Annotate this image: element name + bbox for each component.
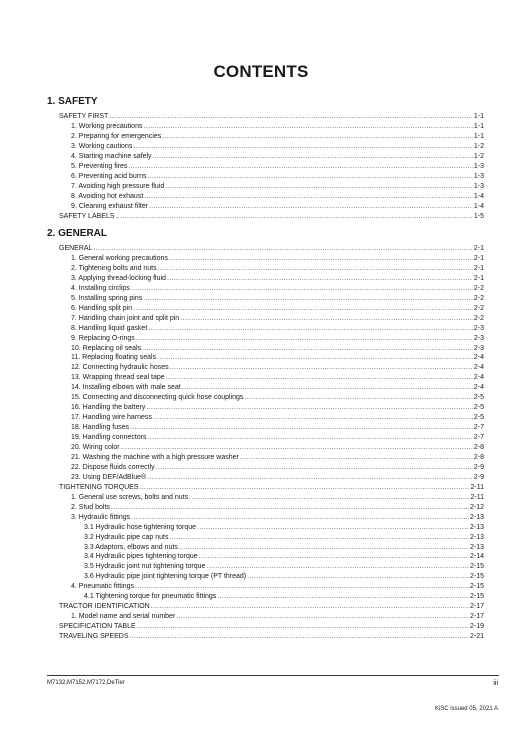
toc-entry[interactable] (71, 152, 484, 162)
toc-entry-page: 2-17 (469, 603, 484, 611)
toc-entry[interactable] (71, 202, 484, 212)
toc-entry[interactable] (71, 513, 484, 523)
toc-entry[interactable] (71, 403, 484, 413)
dot-leader (153, 152, 473, 162)
toc-entry[interactable] (71, 334, 484, 344)
toc-entry[interactable] (71, 344, 484, 354)
footer-model-list: M7132,M7152,M7172,DeTier (47, 680, 125, 686)
dot-leader (176, 612, 469, 622)
dot-leader (148, 324, 473, 334)
dot-leader (135, 582, 469, 592)
toc-entry[interactable] (71, 314, 484, 324)
dot-leader (143, 294, 473, 304)
dot-leader (128, 162, 472, 172)
toc-entry-page: 2-21 (469, 633, 484, 641)
toc-entry-label: 6. Preventing acid burns (71, 172, 147, 180)
toc-entry-label: 14. Installing elbows with male seat (71, 384, 181, 392)
toc-entry-label: GENERAL (59, 245, 93, 252)
toc-entry-page: 2-1 (473, 264, 484, 272)
dot-leader (182, 383, 473, 393)
toc-entry-label: 4. Starting machine safely (71, 152, 152, 160)
toc-entry-label: TRACTOR IDENTIFICATION (59, 603, 150, 611)
dot-leader (130, 423, 473, 433)
dot-leader (157, 353, 473, 363)
toc-entry-page: 2-7 (473, 434, 484, 442)
toc-entry-label: 5. Installing spring pins (71, 294, 143, 302)
dot-leader (189, 493, 469, 503)
toc-entry[interactable] (71, 264, 484, 274)
toc-entry-label: 2. Tightening bolts and nuts (71, 264, 157, 272)
toc-entry[interactable] (71, 493, 484, 503)
toc-entry[interactable] (59, 212, 484, 222)
toc-entry-label: 20. Wiring color (71, 444, 120, 451)
dot-leader (180, 314, 473, 324)
dot-leader (169, 533, 469, 543)
toc-entry-page: 2-3 (473, 324, 484, 332)
toc-entry[interactable] (71, 582, 484, 592)
toc-entry[interactable] (71, 254, 484, 264)
toc-entry[interactable] (84, 533, 484, 543)
dot-leader (167, 274, 473, 284)
toc-entry-page: 2-11 (470, 483, 484, 491)
toc-entry-label: 10. Replacing oil seals (71, 344, 142, 352)
toc-entry-label: 2. Preparing for emergencies (71, 132, 162, 140)
toc-entry[interactable] (71, 162, 484, 172)
toc-entry[interactable] (71, 182, 484, 192)
toc-entry-label: 3.5 Hydraulic joint nut tightening torque (84, 563, 206, 571)
dot-leader (137, 622, 469, 632)
toc-entry-page: 2-13 (469, 543, 484, 551)
toc-entry[interactable] (71, 463, 484, 473)
toc-entry-label: 1. Model name and serial number (71, 613, 176, 621)
dot-leader (121, 443, 473, 453)
toc-entry-page: 2-15 (469, 573, 484, 581)
dot-leader (158, 264, 473, 274)
toc-entry[interactable] (71, 473, 484, 483)
dot-leader (206, 562, 469, 572)
toc-entry-label: 8. Avoiding hot exhaust (71, 192, 144, 200)
toc-entry-label: SPECIFICATION TABLE (59, 623, 136, 631)
toc-entry-page: 1-1 (473, 122, 484, 130)
toc-entry-label: 23. Using DEF/AdBlue® (71, 473, 147, 481)
toc-entry-page: 2-2 (473, 304, 484, 312)
toc-entry-page: 2-2 (473, 294, 484, 302)
toc-entry-label: 1. General working precautions (71, 254, 168, 262)
toc-entry-page: 2-2 (473, 284, 484, 292)
dot-leader (151, 602, 469, 612)
dot-leader (142, 344, 473, 354)
toc-entry[interactable] (71, 274, 484, 284)
toc-entry[interactable] (59, 632, 484, 642)
toc-entry-label: 2. Stud bolts (71, 503, 110, 511)
toc-entry-page: 2-9 (473, 473, 484, 481)
dot-leader (147, 473, 473, 483)
toc-entry[interactable] (71, 612, 484, 622)
toc-entry[interactable] (59, 244, 484, 254)
toc-entry-label: 4.1 Tightening torque for pneumatic fittings (84, 593, 217, 601)
dot-leader (136, 334, 473, 344)
toc-entry-label: 3.1 Hydraulic hose tightening torque (84, 523, 197, 531)
toc-entry-label: 3. Hydraulic fittings (71, 513, 131, 521)
toc-entry-label: SAFETY LABELS (59, 212, 115, 220)
toc-entry-label: 21. Washing the machine with a high pressure washer (71, 453, 239, 461)
toc-entry[interactable] (71, 172, 484, 182)
dot-leader (197, 523, 469, 533)
toc-entry-label: 22. Dispose fluids correctly (71, 463, 155, 471)
dot-leader (166, 373, 473, 383)
toc-entry[interactable] (71, 413, 484, 423)
toc-entry[interactable] (71, 122, 484, 132)
toc-entry[interactable] (59, 602, 484, 612)
toc-entry-page: 1-2 (473, 142, 484, 150)
toc-entry-page: 1-4 (473, 202, 484, 210)
dot-leader (109, 112, 473, 122)
toc-entry[interactable] (71, 423, 484, 433)
toc-entry-label: 3. Working cautions (71, 142, 133, 150)
footer-divider (47, 675, 499, 676)
toc-entry-label: 19. Handling connectors (71, 434, 147, 442)
dot-leader (131, 513, 469, 523)
toc-entry-label: 18. Handling fuses (71, 424, 129, 432)
toc-entry-page: 2-15 (469, 583, 484, 591)
toc-entry-label: 11. Replacing floating seals (71, 354, 157, 362)
toc-entry-label: 13. Wrapping thread seal tape (71, 374, 165, 382)
toc-entry-page: 1-2 (473, 152, 484, 160)
dot-leader (116, 212, 473, 222)
toc-entry-page: 2-9 (473, 463, 484, 471)
dot-leader (179, 543, 469, 553)
dot-leader (143, 122, 472, 132)
toc-entry-page: 2-5 (473, 394, 484, 402)
toc-entry-page: 2-5 (473, 414, 484, 422)
toc-entry-page: 2-13 (469, 523, 484, 531)
issue-note: KiSC issued 05, 2021 A (434, 706, 498, 712)
toc-entry-label: 7. Handling chain joint and split pin (71, 314, 180, 322)
toc-entry-page: 1-4 (473, 192, 484, 200)
toc-entry-page: 2-11 (470, 493, 484, 501)
toc-entry-label: 3.4 Hydraulic pipes tightening torque (84, 553, 198, 561)
toc-entry-label: TIGHTENING TORQUES (59, 483, 139, 491)
dot-leader (146, 403, 473, 413)
toc-entry[interactable] (59, 483, 484, 493)
toc-entry-label: 9. Cleaning exhaust filter (71, 202, 149, 210)
toc-entry-page: 2-19 (469, 623, 484, 631)
toc-entry-page: 2-1 (473, 254, 484, 262)
toc-entry[interactable] (71, 142, 484, 152)
toc-entry[interactable] (84, 543, 484, 553)
toc-entry-page: 2-13 (469, 513, 484, 521)
toc-entry-label: TRAVELING SPEEDS (59, 633, 129, 641)
dot-leader (244, 393, 472, 403)
dot-leader (139, 483, 469, 493)
toc-entry-page: 2-14 (469, 553, 484, 561)
toc-entry[interactable] (59, 112, 484, 122)
toc-entry-label: 4. Pneumatic fittings (71, 583, 135, 591)
dot-leader (199, 552, 469, 562)
toc-entry[interactable] (71, 294, 484, 304)
toc-entry-page: 2-17 (469, 613, 484, 621)
dot-leader (169, 254, 473, 264)
toc-entry-label: 5. Preventing fires (71, 162, 128, 170)
toc-entry[interactable] (71, 324, 484, 334)
dot-leader (148, 433, 473, 443)
toc-entry[interactable] (84, 572, 484, 582)
toc-entry[interactable] (71, 192, 484, 202)
toc-entry-label: 3.2 Hydraulic pipe cap nuts (84, 533, 169, 541)
toc-entry[interactable] (71, 453, 484, 463)
toc-entry-label: 17. Handling wire harness (71, 414, 152, 422)
toc-entry-page: 2-1 (473, 245, 484, 252)
toc-entry[interactable] (71, 443, 484, 453)
toc-entry-page: 2-8 (473, 453, 484, 461)
toc-entry-page: 2-12 (469, 503, 484, 511)
toc-entry-page: 2-4 (473, 364, 484, 372)
section-heading: 2. GENERAL (47, 228, 108, 239)
dot-leader (133, 304, 473, 314)
dot-leader (240, 453, 473, 463)
dot-leader (144, 192, 473, 202)
toc-entry-page: 2-4 (473, 374, 484, 382)
footer-page-number: iii (493, 680, 498, 687)
toc-entry-page: 1-1 (473, 113, 484, 120)
dot-leader (170, 363, 473, 373)
toc-entry-label: 3. Applying thread-locking fluid (71, 274, 166, 282)
toc-entry-page: 2-2 (473, 314, 484, 322)
toc-entry-page: 1-3 (473, 182, 484, 190)
toc-entry[interactable] (71, 373, 484, 383)
toc-entry-label: 6. Handling split pin (71, 304, 133, 312)
dot-leader (93, 244, 472, 254)
toc-entry[interactable] (71, 132, 484, 142)
dot-leader (217, 592, 469, 602)
dot-leader (130, 632, 469, 642)
toc-entry-label: 12. Connecting hydraulic hoses (71, 364, 169, 372)
toc-entry-label: 4. Installing circlips (71, 284, 130, 292)
dot-leader (165, 182, 473, 192)
dot-leader (156, 463, 473, 473)
toc-entry[interactable] (84, 523, 484, 533)
toc-entry[interactable] (59, 622, 484, 632)
section-heading: 1. SAFETY (47, 96, 98, 107)
toc-entry-label: 16. Handling the battery (71, 404, 146, 412)
toc-entry-page: 2-3 (473, 344, 484, 352)
dot-leader (247, 572, 469, 582)
toc-entry-page: 2-4 (473, 354, 484, 362)
toc-entry-page: 2-8 (473, 444, 484, 451)
toc-entry[interactable] (71, 393, 484, 403)
dot-leader (162, 132, 473, 142)
toc-entry-label: 1. Working precautions (71, 122, 143, 130)
toc-entry-page: 1-3 (473, 162, 484, 170)
toc-entry-label: 3.3 Adaptors, elbows and nuts (84, 543, 178, 551)
toc-entry-label: SAFETY FIRST (59, 113, 109, 120)
dot-leader (149, 202, 473, 212)
toc-entry-label: 8. Handling liquid gasket (71, 324, 148, 332)
toc-entry-page: 2-13 (469, 533, 484, 541)
toc-entry-label: 7. Avoiding high pressure fluid (71, 182, 165, 190)
toc-entry-page: 1-1 (473, 132, 484, 140)
toc-entry[interactable] (84, 552, 484, 562)
toc-entry-page: 2-15 (469, 593, 484, 601)
toc-entry-page: 2-4 (473, 384, 484, 392)
toc-entry-page: 2-15 (469, 563, 484, 571)
toc-entry-page: 1-3 (473, 172, 484, 180)
toc-entry-label: 9. Replacing O-rings (71, 334, 135, 342)
toc-entry[interactable] (84, 592, 484, 602)
toc-entry[interactable] (71, 284, 484, 294)
toc-entry[interactable] (71, 433, 484, 443)
toc-entry-page: 2-1 (473, 274, 484, 282)
toc-entry-page: 2-7 (473, 424, 484, 432)
toc-entry[interactable] (84, 562, 484, 572)
toc-entry-page: 2-5 (473, 404, 484, 412)
toc-entry[interactable] (71, 353, 484, 363)
dot-leader (148, 172, 473, 182)
dot-leader (131, 284, 473, 294)
toc-entry-label: 1. General use screws, bolts and nuts (71, 493, 189, 501)
dot-leader (153, 413, 473, 423)
toc-entry-page: 1-5 (473, 212, 484, 220)
toc-entry-label: 3.6 Hydraulic pipe joint tightening torque (PT thread) (84, 573, 247, 581)
dot-leader (133, 142, 473, 152)
toc-entry[interactable] (71, 503, 484, 513)
toc-entry[interactable] (71, 304, 484, 314)
toc-entry-label: 15. Connecting and disconnecting quick hose couplings (71, 394, 244, 402)
page-title: CONTENTS (213, 62, 309, 81)
toc-entry[interactable] (71, 363, 484, 373)
toc-entry-page: 2-3 (473, 334, 484, 342)
toc-entry[interactable] (71, 383, 484, 393)
dot-leader (111, 503, 469, 513)
